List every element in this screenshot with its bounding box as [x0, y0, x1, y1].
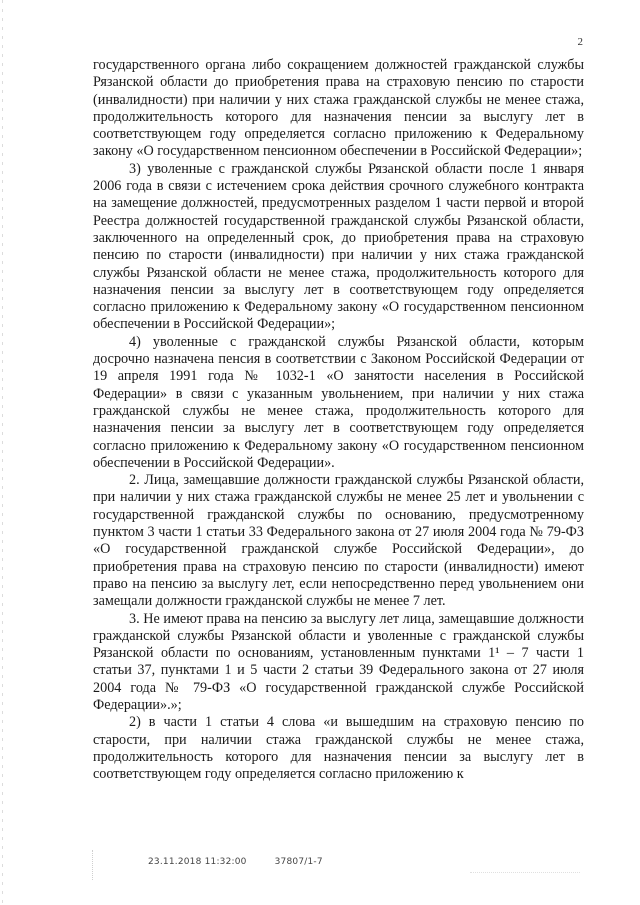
scan-artifact-left	[92, 850, 105, 880]
paragraph-section-2: 2. Лица, замещавшие должности гражданской службы Рязанской области, при наличии у них стажа гражданской службы не менее 25 лет и увольнении с государственной гражданской службы по основанию, предусмотренному пунктом 3 части 1 статьи 33 Федерального закона от 27 июля 2004 года № 79-ФЗ «О государственной гражданской службе Российской Федерации», до приобретения права на страховую пенсию по старости (инвалидности) имеют право на пенсию за выслугу лет, если непосредственно перед увольнением они замещали должности гражданской службы не менее 7 лет.	[93, 472, 584, 610]
paragraph-continuation: государственного органа либо сокращением должностей гражданской службы Рязанской области до приобретения права на страховую пенсию по старости (инвалидности) при наличии у них стажа гражданской службы не менее стажа, продолжительность которого для назначения пенсии за выслугу лет в соответствующем году определяется согласно приложению к Федеральному закону «О государственном пенсионном обеспечении в Российской Федерации»;	[93, 57, 584, 160]
paragraph-section-3: 3. Не имеют права на пенсию за выслугу лет лица, замещавшие должности гражданской службы Рязанской области и уволенные с гражданской службы Рязанской области по основаниям, установленным пунктами 1¹ – 7 части 1 статьи 37, пунктами 1 и 5 части 2 статьи 39 Федерального закона от 27 июля 2004 года № 79-ФЗ «О государственной гражданской службе Российской Федерации».»;	[93, 610, 584, 713]
footer-timestamp: 23.11.2018 11:32:00	[148, 857, 247, 867]
scan-edge-line	[2, 0, 3, 905]
document-footer	[148, 857, 323, 867]
paragraph-item-3: 3) уволенные с гражданской службы Рязанской области после 1 января 2006 года в связи с истечением срока действия срочного служебного контракта на замещение должностей, предусмотренных разделом 1 части первой и второй Реестра должностей государственной гражданской службы Рязанской области, заключенного на определенный срок, до приобретения права на страховую пенсию по старости (инвалидности) при наличии у них стажа гражданской службы Рязанской области не менее стажа, продолжительность которого для назначения пенсии за выслугу лет в соответствующем году определяется согласно приложению к Федеральному закону «О государственном пенсионном обеспечении в Российской Федерации»;	[93, 160, 584, 333]
page-number: 2	[577, 36, 583, 48]
footer-doc-code: 37807/1-7	[274, 857, 323, 867]
paragraph-amendment-2: 2) в части 1 статьи 4 слова «и вышедшим на страховую пенсию по старости, при наличии стажа гражданской службы не менее стажа, продолжительность которого для назначения пенсии за выслугу лет в соответствующем году определяется согласно приложению к	[93, 714, 584, 783]
document-body	[93, 57, 584, 783]
scan-artifact-right	[470, 858, 580, 873]
paragraph-item-4: 4) уволенные с гражданской службы Рязанской области, которым досрочно назначена пенсия в соответствии с Законом Российской Федерации от 19 апреля 1991 года № 1032-1 «О занятости населения в Российской Федерации» в связи с указанным увольнением, при наличии у них стажа гражданской службы не менее стажа, продолжительность которого для назначения пенсии за выслугу лет в соответствующем году определяется согласно приложению к Федеральному закону «О государственном пенсионном обеспечении в Российской Федерации».	[93, 333, 584, 471]
